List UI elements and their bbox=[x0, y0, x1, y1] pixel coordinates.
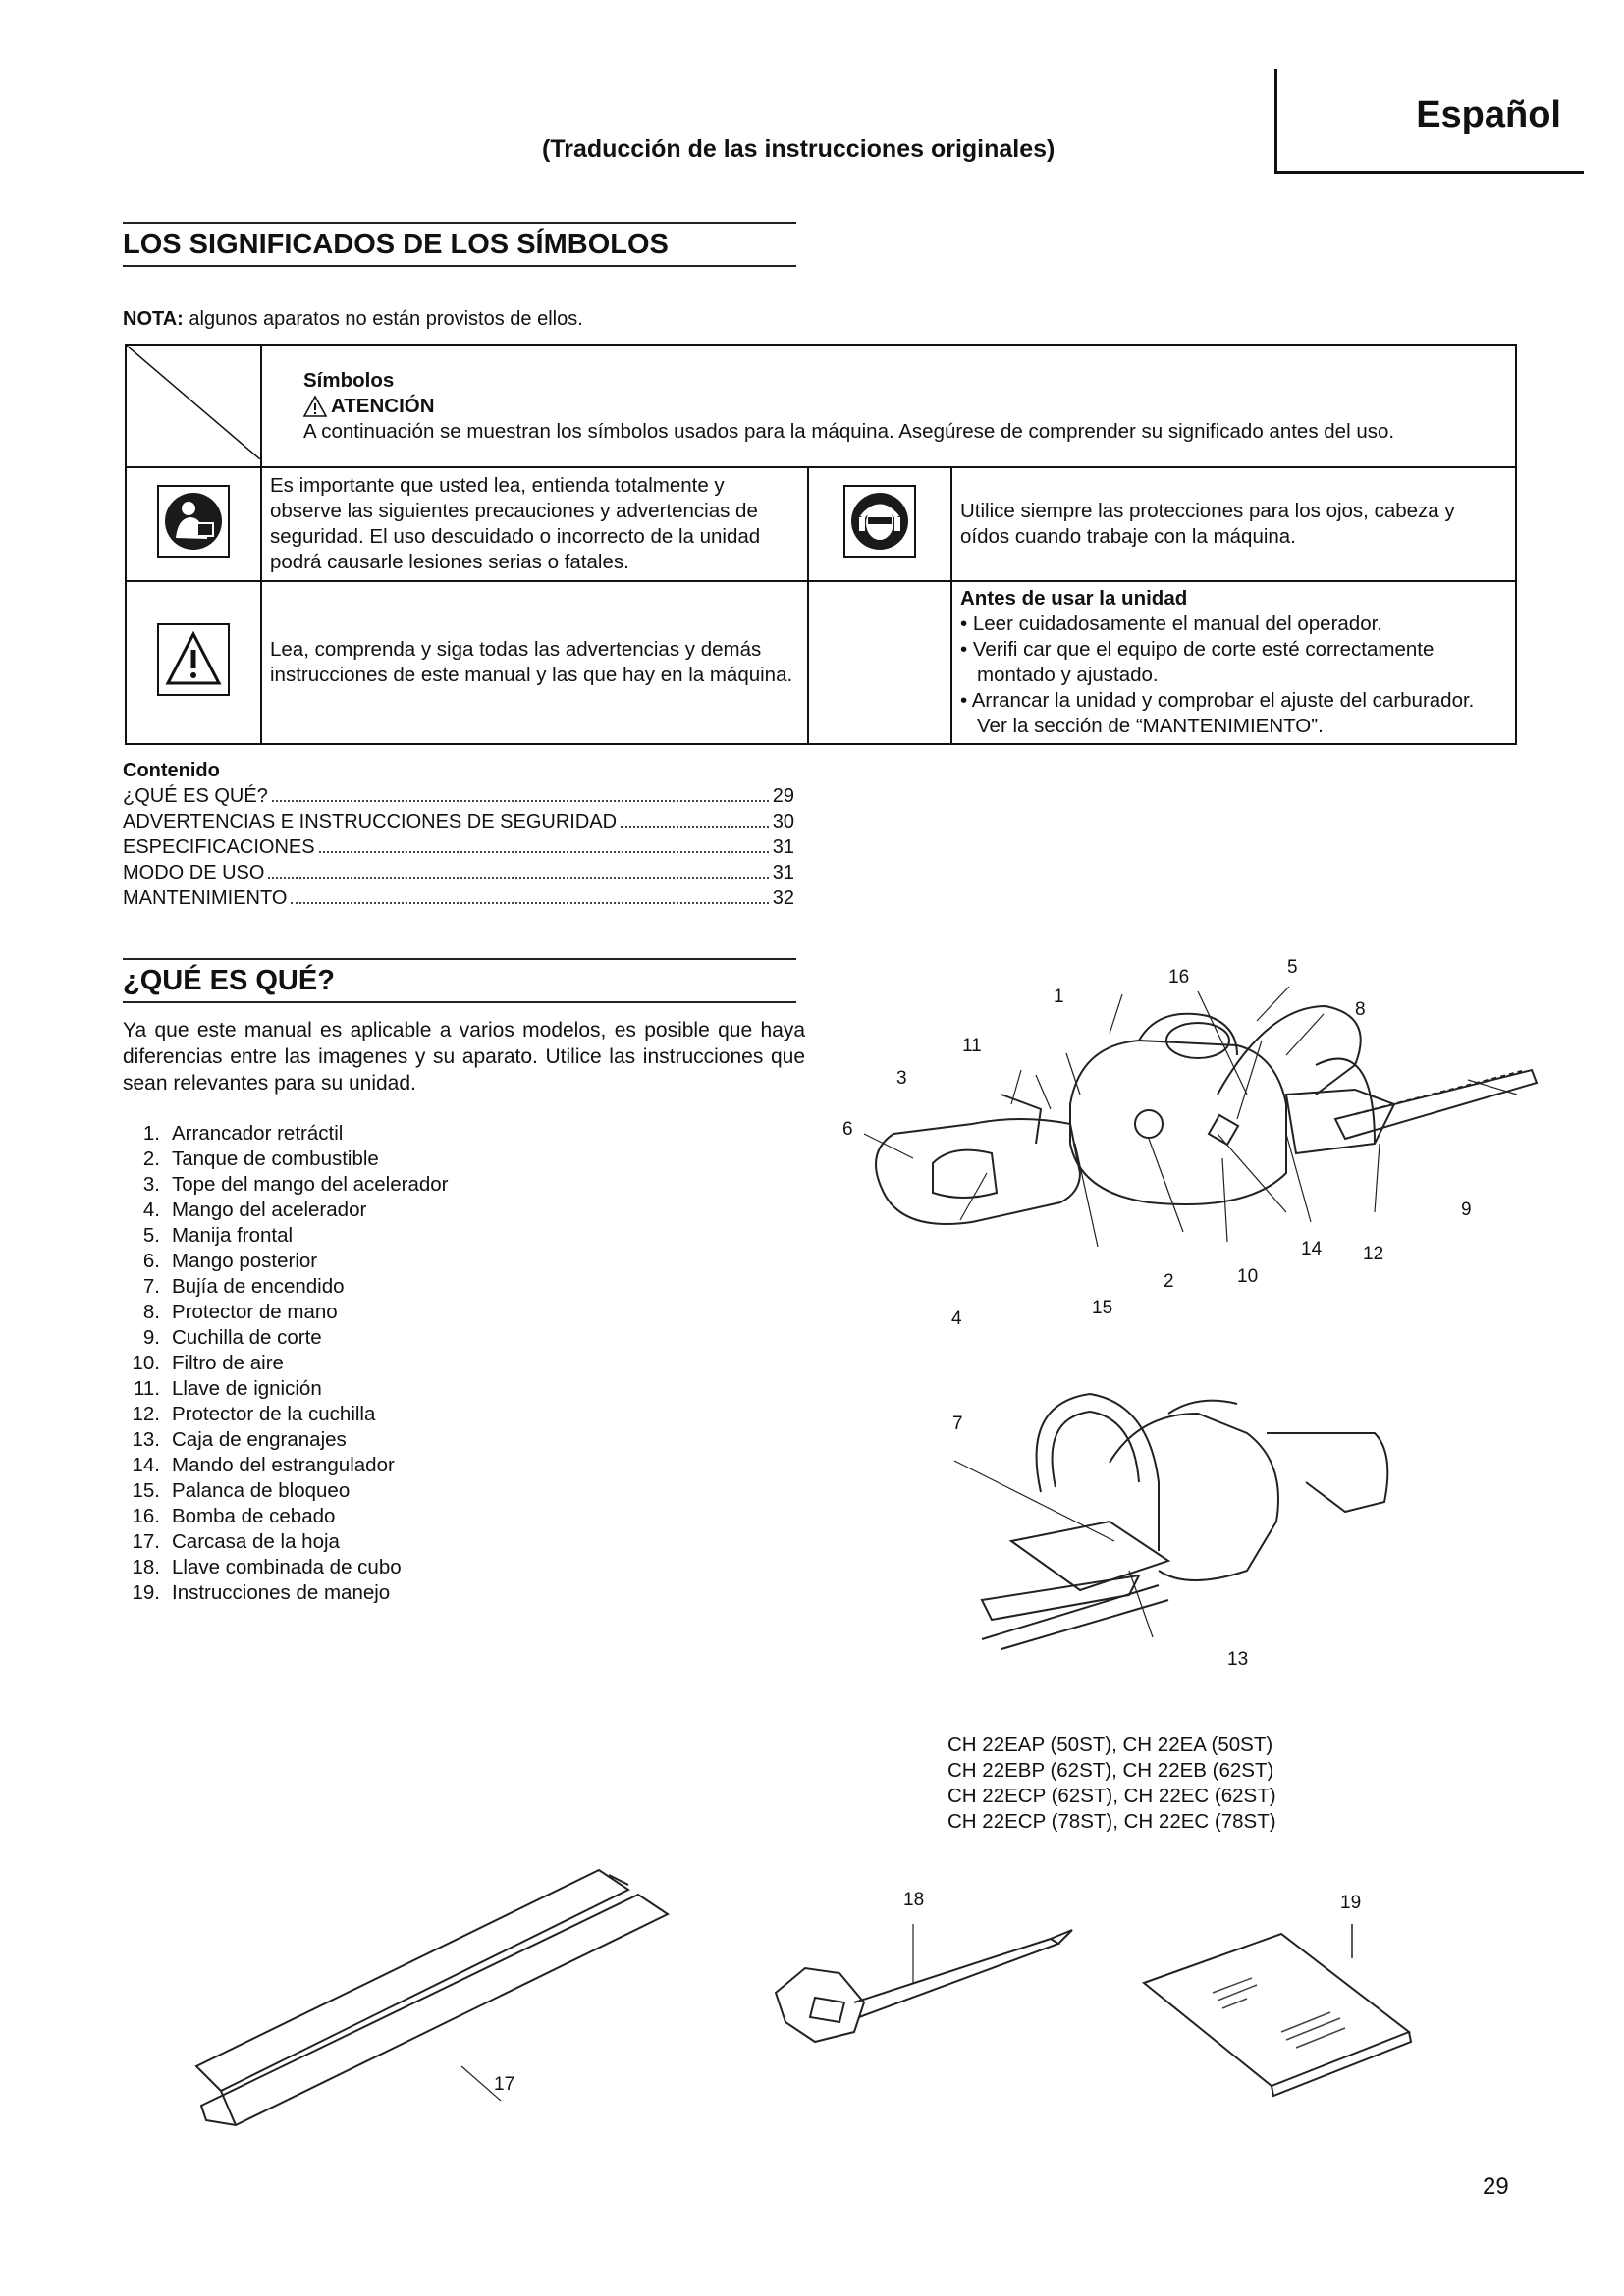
toc-entry bbox=[123, 885, 794, 911]
diagonal-cell bbox=[126, 345, 261, 467]
parts-list-item bbox=[123, 1274, 449, 1300]
toc-page: 30 bbox=[772, 811, 794, 832]
parts-list-item bbox=[123, 1504, 449, 1529]
note-text: algunos aparatos no están provistos de ellos. bbox=[183, 308, 583, 330]
part-number: 2. bbox=[142, 1148, 160, 1170]
symbols-header-title: Símbolos bbox=[303, 368, 395, 392]
toc-entry bbox=[123, 860, 794, 885]
language-label: Español bbox=[1416, 94, 1561, 135]
callout-label: 17 bbox=[494, 2074, 515, 2095]
symbols-header-text: A continuación se muestran los símbolos usados para la máquina. Asegúrese de comprender su significado antes del uso. bbox=[303, 419, 1395, 443]
protection-text: Utilice siempre las protecciones para los ojos, cabeza y oídos cuando trabaje con la máquina. bbox=[960, 500, 1455, 548]
parts-list-item bbox=[123, 1478, 449, 1504]
parts-list-item bbox=[123, 1453, 449, 1478]
part-number: 18. bbox=[132, 1556, 160, 1578]
toc-page: 31 bbox=[772, 836, 794, 858]
callout-label: 5 bbox=[1287, 957, 1298, 978]
parts-list-item bbox=[123, 1580, 449, 1606]
model-list bbox=[947, 1733, 1276, 1835]
callout-label: 8 bbox=[1355, 999, 1366, 1020]
parts-list-item bbox=[123, 1300, 449, 1325]
parts-list-item bbox=[123, 1376, 449, 1402]
part-name: Caja de engranajes bbox=[172, 1428, 347, 1451]
callout-label: 3 bbox=[896, 1068, 907, 1089]
parts-list-item bbox=[123, 1147, 449, 1172]
parts-list-item bbox=[123, 1172, 449, 1198]
protection-text-cell bbox=[951, 467, 1516, 581]
model-line: CH 22EAP (50ST), CH 22EA (50ST) bbox=[947, 1734, 1273, 1756]
general-warning-text-cell bbox=[261, 581, 808, 744]
table-of-contents bbox=[123, 758, 794, 911]
toc-entry bbox=[123, 809, 794, 834]
part-number: 6. bbox=[142, 1250, 160, 1272]
part-number: 13. bbox=[132, 1428, 160, 1451]
part-number: 10. bbox=[132, 1352, 160, 1374]
part-number: 15. bbox=[132, 1479, 160, 1502]
symbols-header-cell bbox=[261, 345, 1516, 467]
parts-list-item bbox=[123, 1351, 449, 1376]
blade-casing-illustration bbox=[177, 1860, 697, 2135]
part-name: Llave de ignición bbox=[172, 1377, 322, 1400]
read-manual-text: Es importante que usted lea, entienda totalmente y observe las siguientes precauciones y advertencias de seguridad. El uso descuidado o incorrecto de la unidad podrá causarle lesiones serias o fatales. bbox=[270, 474, 761, 573]
parts-list-item bbox=[123, 1529, 449, 1555]
before-use-item: • Verifi car que el equipo de corte esté correctamente montado y ajustado. bbox=[960, 638, 1435, 686]
instruction-booklet-illustration bbox=[1134, 1914, 1419, 2110]
hedge-trimmer-illustration bbox=[825, 947, 1551, 1340]
before-use-title: Antes de usar la unidad bbox=[960, 587, 1188, 610]
part-name: Cuchilla de corte bbox=[172, 1326, 322, 1349]
callout-label: 11 bbox=[962, 1036, 982, 1056]
part-number: 12. bbox=[132, 1403, 160, 1425]
callout-label: 1 bbox=[1054, 987, 1064, 1007]
general-warning-text: Lea, comprenda y siga todas las advertencias y demás instrucciones de este manual y las que hay en la máquina. bbox=[270, 638, 793, 686]
part-number: 7. bbox=[142, 1275, 160, 1298]
head-eye-ear-protection-icon bbox=[842, 484, 917, 559]
parts-list-item bbox=[123, 1555, 449, 1580]
general-warning-icon-cell bbox=[126, 581, 261, 744]
callout-label: 16 bbox=[1168, 967, 1190, 988]
combination-wrench-illustration bbox=[766, 1904, 1080, 2081]
part-name: Bomba de cebado bbox=[172, 1505, 336, 1527]
parts-list-item bbox=[123, 1223, 449, 1249]
hedge-trimmer-alternate-illustration bbox=[943, 1374, 1414, 1659]
callout-label: 12 bbox=[1363, 1244, 1384, 1264]
read-manual-text-cell bbox=[261, 467, 808, 581]
toc-page: 32 bbox=[772, 887, 794, 909]
part-name: Arrancador retráctil bbox=[172, 1122, 344, 1145]
part-name: Manija frontal bbox=[172, 1224, 294, 1247]
protection-icon-cell bbox=[808, 467, 951, 581]
part-name: Mando del estrangulador bbox=[172, 1454, 395, 1476]
diagonal-line bbox=[127, 346, 260, 459]
part-name: Tope del mango del acelerador bbox=[172, 1173, 449, 1196]
part-name: Tanque de combustible bbox=[172, 1148, 379, 1170]
symbols-table bbox=[125, 344, 1517, 745]
parts-list-item bbox=[123, 1427, 449, 1453]
part-number: 17. bbox=[132, 1530, 160, 1553]
part-name: Llave combinada de cubo bbox=[172, 1556, 402, 1578]
callout-label: 18 bbox=[903, 1890, 925, 1910]
page-number: 29 bbox=[1483, 2173, 1509, 2200]
part-name: Palanca de bloqueo bbox=[172, 1479, 351, 1502]
parts-list-item bbox=[123, 1325, 449, 1351]
part-number: 14. bbox=[132, 1454, 160, 1476]
parts-list-item bbox=[123, 1121, 449, 1147]
read-manual-icon bbox=[156, 484, 231, 559]
translation-subtitle: (Traducción de las instrucciones originales) bbox=[542, 135, 1056, 163]
before-use-item: • Leer cuidadosamente el manual del operador. bbox=[960, 613, 1382, 635]
note-line bbox=[123, 308, 583, 331]
toc-label: ¿QUÉ ES QUÉ? bbox=[123, 785, 268, 807]
parts-list-item bbox=[123, 1402, 449, 1427]
model-line: CH 22ECP (78ST), CH 22EC (78ST) bbox=[947, 1810, 1276, 1833]
parts-list bbox=[123, 1121, 449, 1606]
toc-page: 31 bbox=[772, 862, 794, 883]
toc-label: ADVERTENCIAS E INSTRUCCIONES DE SEGURIDAD bbox=[123, 811, 618, 832]
callout-label: 2 bbox=[1164, 1271, 1174, 1292]
model-line: CH 22EBP (62ST), CH 22EB (62ST) bbox=[947, 1759, 1274, 1782]
what-is-what-title: ¿QUÉ ES QUÉ? bbox=[123, 958, 796, 1003]
symbols-section-title: LOS SIGNIFICADOS DE LOS SÍMBOLOS bbox=[123, 222, 796, 267]
part-number: 5. bbox=[142, 1224, 160, 1247]
part-number: 9. bbox=[142, 1326, 160, 1349]
toc-entry bbox=[123, 834, 794, 860]
warning-heading-text: ATENCIÓN bbox=[331, 394, 435, 417]
callout-label: 10 bbox=[1237, 1266, 1259, 1287]
small-warning-triangle-icon bbox=[303, 396, 327, 417]
part-number: 8. bbox=[142, 1301, 160, 1323]
general-warning-icon bbox=[156, 622, 231, 697]
part-name: Protector de la cuchilla bbox=[172, 1403, 376, 1425]
toc-label: MODO DE USO bbox=[123, 862, 265, 883]
toc-entry bbox=[123, 783, 794, 809]
callout-label: 9 bbox=[1461, 1200, 1472, 1220]
callout-label: 13 bbox=[1227, 1649, 1249, 1670]
empty-cell bbox=[808, 581, 951, 744]
toc-page: 29 bbox=[772, 785, 794, 807]
parts-list-item bbox=[123, 1198, 449, 1223]
before-use-item: • Arrancar la unidad y comprobar el ajuste del carburador. Ver la sección de “MANTENIMIENTO”. bbox=[960, 689, 1475, 737]
part-number: 3. bbox=[142, 1173, 160, 1196]
part-number: 11. bbox=[134, 1377, 160, 1400]
callout-label: 19 bbox=[1340, 1893, 1362, 1913]
toc-label: MANTENIMIENTO bbox=[123, 887, 288, 909]
part-number: 19. bbox=[132, 1581, 160, 1604]
model-line: CH 22ECP (62ST), CH 22EC (62ST) bbox=[947, 1785, 1276, 1807]
toc-label: ESPECIFICACIONES bbox=[123, 836, 315, 858]
read-manual-icon-cell bbox=[126, 467, 261, 581]
part-name: Mango del acelerador bbox=[172, 1199, 367, 1221]
part-number: 4. bbox=[142, 1199, 160, 1221]
callout-label: 14 bbox=[1301, 1239, 1323, 1259]
warning-heading bbox=[303, 394, 1507, 419]
contents-title: Contenido bbox=[123, 760, 220, 781]
part-name: Bujía de encendido bbox=[172, 1275, 345, 1298]
what-is-what-intro: Ya que este manual es aplicable a varios modelos, es posible que haya diferencias entre las imagenes y su aparato. Utilice las instrucciones que sean relevantes para su unidad. bbox=[123, 1019, 805, 1095]
before-use-cell bbox=[951, 581, 1516, 744]
part-name: Protector de mano bbox=[172, 1301, 338, 1323]
part-name: Carcasa de la hoja bbox=[172, 1530, 340, 1553]
part-name: Mango posterior bbox=[172, 1250, 318, 1272]
part-number: 16. bbox=[132, 1505, 160, 1527]
callout-label: 6 bbox=[842, 1119, 853, 1140]
parts-list-item bbox=[123, 1249, 449, 1274]
note-label: NOTA: bbox=[123, 308, 184, 330]
part-name: Instrucciones de manejo bbox=[172, 1581, 391, 1604]
callout-label: 4 bbox=[951, 1308, 962, 1329]
callout-label: 15 bbox=[1092, 1298, 1113, 1318]
part-number: 1. bbox=[142, 1122, 160, 1145]
callout-label: 7 bbox=[952, 1414, 963, 1434]
part-name: Filtro de aire bbox=[172, 1352, 284, 1374]
